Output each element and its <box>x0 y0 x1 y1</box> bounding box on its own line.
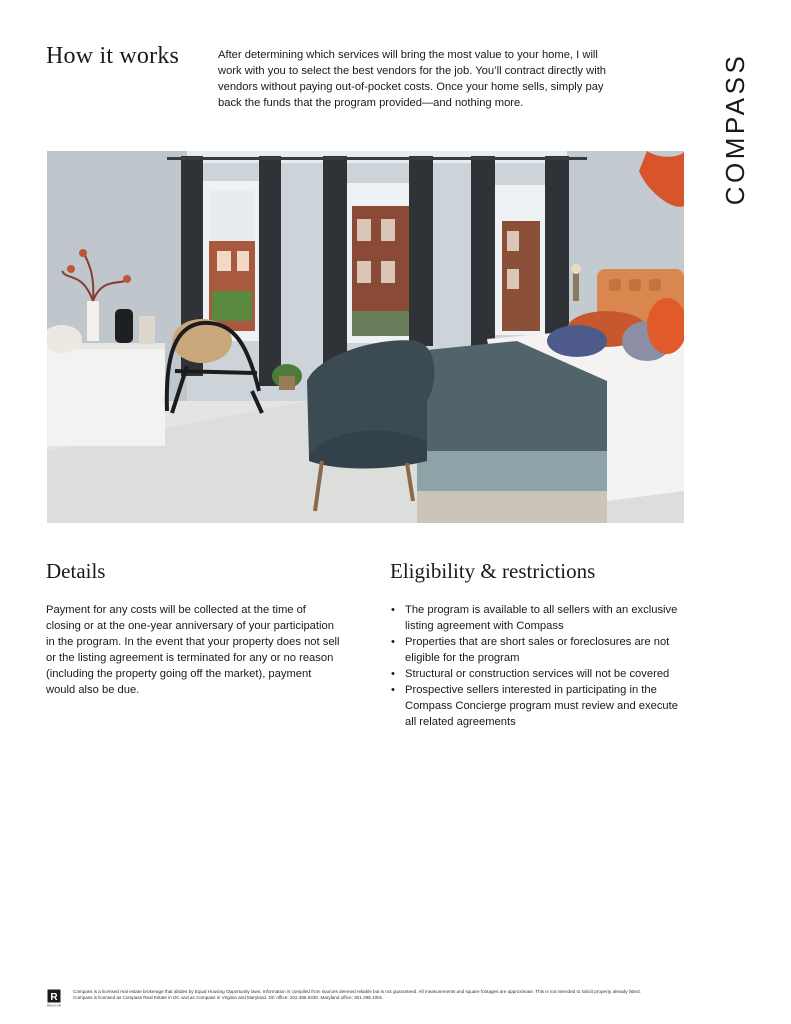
eligibility-list <box>390 602 685 730</box>
compass-logo-text: COMPASS <box>720 52 750 206</box>
how-it-works-body: After determining which services will bring the most value to your home, I will work with you to select the best vendors for the job. You’ll contract directly with vendors without paying out-of-pocket costs. Once your home sells, simply pay back the funds that the program provided—and nothing more. <box>218 49 607 109</box>
eligibility-item: • The program is available to all sellers with an exclusive listing agreement with Compass <box>390 602 685 634</box>
realtor-mark-text: REALTOR <box>47 1003 61 1007</box>
realtor-logo-icon <box>47 989 61 1007</box>
eligibility-item: • Properties that are short sales or foreclosures are not eligible for the program <box>390 634 685 666</box>
legal-line-1: Compass is a licensed real estate brokerage that abides by Equal Housing Opportunity laws. Information is compiled from sources deemed reliable but is not guaranteed. All measurements and square footages are approximate. This is not intended to solicit property already listed. <box>73 989 641 994</box>
details-title: Details <box>46 559 106 583</box>
compass-logo-graphic <box>715 42 755 217</box>
legal-disclaimer <box>73 989 733 1001</box>
eligibility-item: • Prospective sellers interested in participating in the Compass Concierge program must review and execute all related agreements <box>390 682 685 730</box>
eligibility-item: • Structural or construction services will not be covered <box>390 666 685 682</box>
how-it-works-title: How it works <box>46 43 180 69</box>
bedroom-photo <box>47 151 684 523</box>
compass-logo <box>715 42 755 217</box>
svg-text:R: R <box>50 992 58 1003</box>
eligibility-title: Eligibility & restrictions <box>390 559 596 583</box>
legal-line-2: Compass is licensed as Compass Real Estate in DC and as Compass in Virginia and Maryland. DC office: 202.386.6330. Maryland office: 301.298.1001. <box>73 995 384 1000</box>
details-body: Payment for any costs will be collected at the time of closing or at the one-year anniversary of your participation in the program. In the event that your property does not sell or the listing agreement is terminated for any or no reason (including the property going off the market), payment would also be due. <box>46 604 340 696</box>
